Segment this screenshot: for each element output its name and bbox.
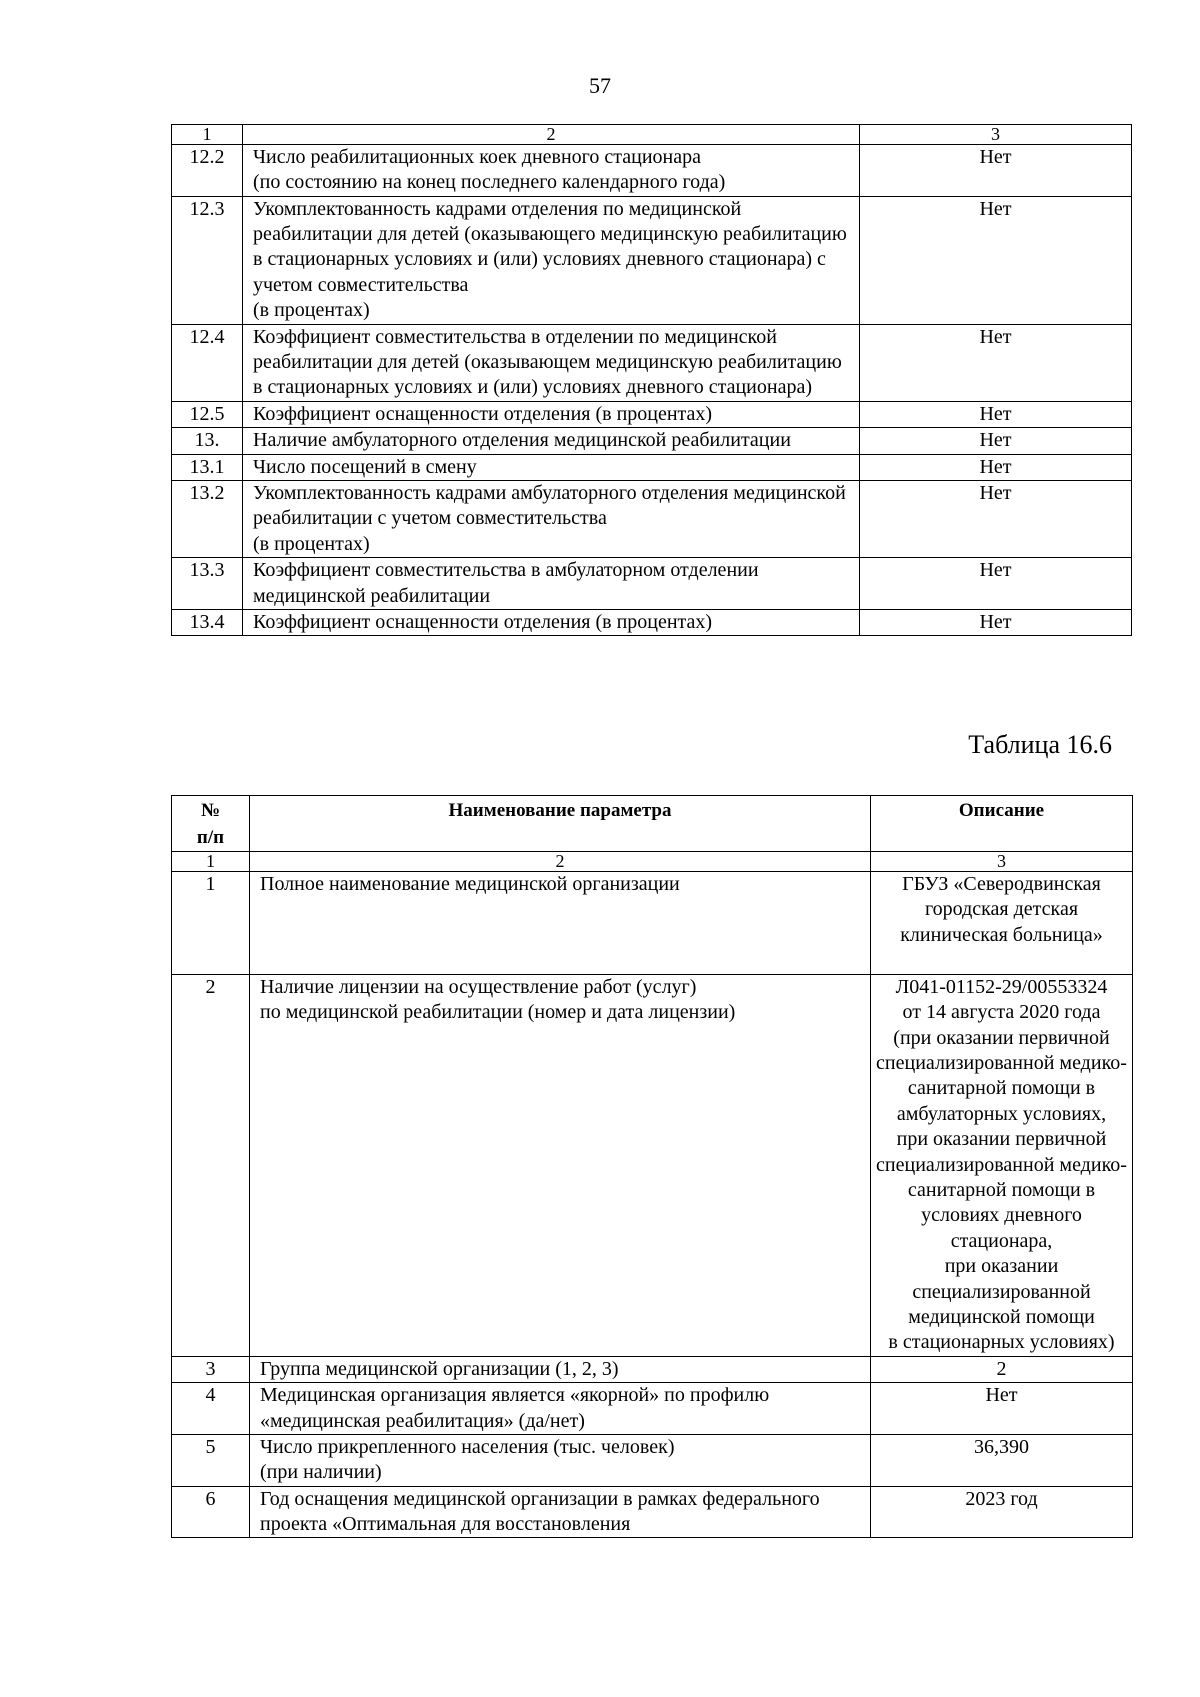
column-header-row <box>172 796 1133 852</box>
table-row <box>172 401 1132 427</box>
row-number: 13.4 <box>172 609 243 635</box>
table-row <box>172 480 1132 557</box>
row-number: 5 <box>172 1434 250 1486</box>
row-value: Нет <box>860 401 1132 427</box>
row-value: Нет <box>860 558 1132 610</box>
column-number-cell: 3 <box>860 125 1132 145</box>
row-parameter: Наличие амбулаторного отделения медицинской реабилитации <box>243 428 860 454</box>
row-parameter: Полное наименование медицинской организации <box>250 871 871 974</box>
row-parameter: Год оснащения медицинской организации в рамках федерального проекта «Оптимальная для восстановления <box>250 1486 871 1538</box>
row-value: Нет <box>860 609 1132 635</box>
table-row <box>172 871 1133 974</box>
table-row <box>172 1434 1133 1486</box>
table-row <box>172 1383 1133 1435</box>
row-parameter: Укомплектованность кадрами отделения по медицинской реабилитации для детей (оказывающего медицинскую реабилитацию в стационарных условиях и (или) условиях дневного стационара) с учетом совместительства (в процентах) <box>243 196 860 324</box>
column-header-parameter: Наименование параметра <box>250 796 871 852</box>
table-row <box>172 196 1132 324</box>
table-16-6 <box>171 851 1133 1538</box>
table-row <box>172 144 1132 196</box>
row-number: 13.2 <box>172 480 243 557</box>
row-number: 12.4 <box>172 324 243 401</box>
row-value: 36,390 <box>871 1434 1133 1486</box>
row-value: 2023 год <box>871 1486 1133 1538</box>
row-parameter: Число реабилитационных коек дневного стационара (по состоянию на конец последнего календарного года) <box>243 144 860 196</box>
row-value: Нет <box>860 196 1132 324</box>
table-row <box>172 974 1133 1356</box>
table-caption: Таблица 16.6 <box>968 730 1112 759</box>
column-number-cell: 2 <box>250 852 871 872</box>
row-number: 2 <box>172 974 250 1356</box>
row-parameter: Коэффициент совместительства в амбулаторном отделении медицинской реабилитации <box>243 558 860 610</box>
row-number: 4 <box>172 1383 250 1435</box>
row-parameter: Число посещений в смену <box>243 454 860 480</box>
row-parameter: Наличие лицензии на осуществление работ (услуг) по медицинской реабилитации (номер и дата лицензии) <box>250 974 871 1356</box>
row-number: 3 <box>172 1356 250 1382</box>
table-row <box>172 609 1132 635</box>
column-number-row <box>172 125 1132 145</box>
column-number-cell: 3 <box>871 852 1133 872</box>
row-value: Л041-01152-29/00553324 от 14 августа 2020 года (при оказании первичной специализированной медико-санитарной помощи в амбулаторных условиях, при оказании первичной специализированной медико-санитарной помощи в условиях дневного стационара, при оказании специализированной медицинской помощи в стационарных условиях) <box>871 974 1133 1356</box>
table-row <box>172 428 1132 454</box>
table-row <box>172 1356 1133 1382</box>
column-number-cell: 2 <box>243 125 860 145</box>
row-value: ГБУЗ «Северодвинская городская детская клиническая больница» <box>871 871 1133 974</box>
row-number: 1 <box>172 871 250 974</box>
column-number-cell: 1 <box>172 125 243 145</box>
row-number: 6 <box>172 1486 250 1538</box>
row-value: Нет <box>871 1383 1133 1435</box>
page-number: 57 <box>589 73 611 98</box>
row-value: Нет <box>860 324 1132 401</box>
column-header-number: № п/п <box>172 796 250 852</box>
table-16-6-column-headers <box>171 795 1133 852</box>
row-number: 13. <box>172 428 243 454</box>
row-value: Нет <box>860 480 1132 557</box>
row-number: 13.3 <box>172 558 243 610</box>
row-parameter: Коэффициент оснащенности отделения (в процентах) <box>243 401 860 427</box>
row-number: 12.2 <box>172 144 243 196</box>
row-parameter: Коэффициент оснащенности отделения (в процентах) <box>243 609 860 635</box>
table-row <box>172 1486 1133 1538</box>
table-row <box>172 558 1132 610</box>
row-parameter: Число прикрепленного населения (тыс. человек) (при наличии) <box>250 1434 871 1486</box>
row-value: Нет <box>860 144 1132 196</box>
column-number-row <box>172 852 1133 872</box>
row-number: 12.5 <box>172 401 243 427</box>
table-row <box>172 324 1132 401</box>
row-value: Нет <box>860 428 1132 454</box>
indicators-table-continued <box>171 124 1132 636</box>
column-number-cell: 1 <box>172 852 250 872</box>
row-parameter: Медицинская организация является «якорной» по профилю «медицинская реабилитация» (да/нет) <box>250 1383 871 1435</box>
table-row <box>172 454 1132 480</box>
row-value: Нет <box>860 454 1132 480</box>
row-parameter: Группа медицинской организации (1, 2, 3) <box>250 1356 871 1382</box>
row-number: 12.3 <box>172 196 243 324</box>
row-number: 13.1 <box>172 454 243 480</box>
row-parameter: Укомплектованность кадрами амбулаторного отделения медицинской реабилитации с учетом совместительства (в процентах) <box>243 480 860 557</box>
column-header-description: Описание <box>871 796 1133 852</box>
row-parameter: Коэффициент совместительства в отделении по медицинской реабилитации для детей (оказывающем медицинскую реабилитацию в стационарных условиях и (или) условиях дневного стационара) <box>243 324 860 401</box>
row-value: 2 <box>871 1356 1133 1382</box>
